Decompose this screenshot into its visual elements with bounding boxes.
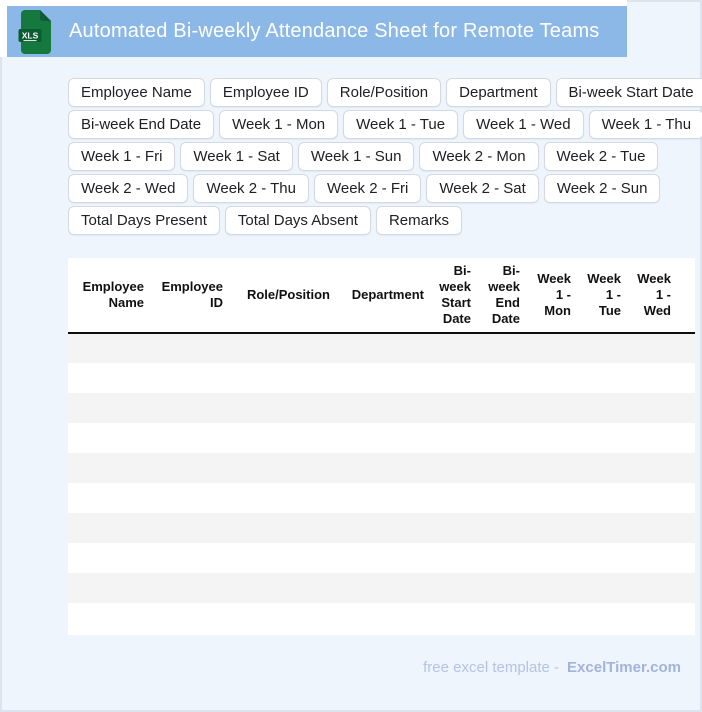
table-cell — [335, 363, 429, 393]
table-cell — [335, 393, 429, 423]
chip-row — [68, 78, 694, 107]
table-cell — [525, 453, 576, 483]
table-cell — [626, 363, 676, 393]
field-chip[interactable]: Week 2 - Mon — [419, 142, 538, 171]
table-cell — [525, 393, 576, 423]
table-cell — [576, 573, 626, 603]
table-cell — [626, 513, 676, 543]
table-column-header: Employee Name — [68, 258, 149, 333]
field-chip[interactable]: Employee Name — [68, 78, 205, 107]
table-cell — [576, 363, 626, 393]
field-chip[interactable]: Remarks — [376, 206, 462, 235]
field-chip[interactable]: Bi-week End Date — [68, 110, 214, 139]
table-cell — [335, 543, 429, 573]
table-column-header-clipped — [676, 258, 695, 333]
table-cell — [228, 453, 335, 483]
field-chip[interactable]: Week 1 - Mon — [219, 110, 338, 139]
table-cell — [576, 603, 626, 633]
table-cell — [626, 393, 676, 423]
file-badge-label: XLS — [21, 30, 39, 40]
table-cell — [676, 483, 695, 513]
footer-text: free excel template - — [423, 659, 560, 676]
table-cell — [429, 453, 476, 483]
table-cell — [525, 423, 576, 453]
table-cell — [228, 543, 335, 573]
table-cell — [228, 393, 335, 423]
table-row — [68, 543, 695, 573]
table-cell — [149, 513, 228, 543]
table-header-row — [68, 258, 695, 333]
table-cell — [149, 603, 228, 633]
table-row — [68, 363, 695, 393]
field-chip[interactable]: Department — [446, 78, 550, 107]
table-cell — [525, 483, 576, 513]
table-cell — [68, 423, 149, 453]
attendance-table — [68, 258, 695, 633]
table-cell — [68, 543, 149, 573]
table-cell — [149, 333, 228, 363]
table-cell — [525, 363, 576, 393]
table-cell — [68, 453, 149, 483]
table-column-header: Week 1 - Wed — [626, 258, 676, 333]
table-cell — [228, 333, 335, 363]
table-body — [68, 333, 695, 633]
table-cell — [149, 363, 228, 393]
table-cell — [576, 393, 626, 423]
table-cell — [429, 513, 476, 543]
table-cell — [335, 603, 429, 633]
table-cell — [68, 333, 149, 363]
table-cell — [476, 573, 525, 603]
field-chip[interactable]: Week 1 - Wed — [463, 110, 583, 139]
table-cell — [676, 543, 695, 573]
table-cell — [228, 513, 335, 543]
table-cell — [68, 573, 149, 603]
table-cell — [335, 483, 429, 513]
table-cell — [576, 333, 626, 363]
table-cell — [626, 603, 676, 633]
left-margin — [0, 0, 7, 57]
field-chip[interactable]: Week 2 - Sun — [544, 174, 661, 203]
table-cell — [676, 423, 695, 453]
table-cell — [576, 423, 626, 453]
table-cell — [576, 543, 626, 573]
table-cell — [525, 513, 576, 543]
page-title: Automated Bi-weekly Attendance Sheet for Remote Teams — [69, 20, 600, 42]
table-cell — [149, 573, 228, 603]
table-column-header: Department — [335, 258, 429, 333]
field-chip[interactable]: Total Days Absent — [225, 206, 371, 235]
field-chip[interactable]: Total Days Present — [68, 206, 220, 235]
table-row — [68, 333, 695, 363]
table-cell — [476, 483, 525, 513]
field-chip[interactable]: Week 2 - Fri — [314, 174, 421, 203]
table-cell — [676, 513, 695, 543]
table-column-header: Week 1 - Mon — [525, 258, 576, 333]
table-cell — [149, 543, 228, 573]
table-cell — [476, 363, 525, 393]
table-cell — [429, 363, 476, 393]
table-row — [68, 483, 695, 513]
table-cell — [429, 543, 476, 573]
header-bar — [7, 6, 627, 57]
table-cell — [525, 333, 576, 363]
footer-brand-link[interactable]: ExcelTimer.com — [567, 659, 681, 676]
table-cell — [626, 483, 676, 513]
table-cell — [335, 453, 429, 483]
table-column-header: Employee ID — [149, 258, 228, 333]
table-cell — [429, 333, 476, 363]
table-row — [68, 603, 695, 633]
table-cell — [149, 423, 228, 453]
table-cell — [68, 483, 149, 513]
field-chips — [68, 78, 694, 235]
table-cell — [429, 483, 476, 513]
footer — [423, 659, 681, 676]
table-cell — [476, 513, 525, 543]
table-cell — [68, 363, 149, 393]
table-cell — [676, 453, 695, 483]
field-chip[interactable]: Employee ID — [210, 78, 322, 107]
table-column-header: Bi-week Start Date — [429, 258, 476, 333]
chip-row — [68, 142, 688, 171]
field-chip[interactable]: Week 1 - Fri — [68, 142, 175, 171]
table-cell — [525, 573, 576, 603]
table-cell — [626, 573, 676, 603]
field-chip[interactable]: Week 2 - Tue — [544, 142, 659, 171]
field-chip[interactable]: Week 1 - Tue — [343, 110, 458, 139]
xls-file-icon — [18, 9, 52, 55]
table-cell — [149, 393, 228, 423]
table-cell — [676, 603, 695, 633]
table-cell — [576, 453, 626, 483]
table-cell — [149, 483, 228, 513]
table-cell — [676, 333, 695, 363]
table-cell — [429, 393, 476, 423]
table-column-header: Bi-week End Date — [476, 258, 525, 333]
table-cell — [525, 543, 576, 573]
table-cell — [335, 573, 429, 603]
table-cell — [676, 363, 695, 393]
table-cell — [476, 543, 525, 573]
table-cell — [525, 603, 576, 633]
table-cell — [149, 453, 228, 483]
field-chip[interactable]: Week 1 - Thu — [589, 110, 702, 139]
table-cell — [335, 333, 429, 363]
table-row — [68, 393, 695, 423]
table-cell — [228, 573, 335, 603]
table-cell — [68, 603, 149, 633]
chip-row — [68, 110, 692, 139]
field-chip[interactable]: Role/Position — [327, 78, 441, 107]
chip-row — [68, 206, 688, 235]
table-cell — [228, 603, 335, 633]
table-cell — [576, 513, 626, 543]
table-cell — [476, 603, 525, 633]
table-row — [68, 453, 695, 483]
table-cell — [335, 423, 429, 453]
table-column-header: Role/Position — [228, 258, 335, 333]
field-chip[interactable]: Bi-week Start Date — [556, 78, 702, 107]
table-cell — [576, 483, 626, 513]
table-cell — [335, 513, 429, 543]
table-cell — [476, 453, 525, 483]
chip-row — [68, 174, 688, 203]
table-cell — [68, 513, 149, 543]
table-cell — [476, 393, 525, 423]
field-chip[interactable]: Week 2 - Sat — [426, 174, 538, 203]
table-cell — [228, 363, 335, 393]
table-cell — [429, 423, 476, 453]
table-cell — [476, 333, 525, 363]
table-row — [68, 423, 695, 453]
table-cell — [68, 393, 149, 423]
table-cell — [626, 453, 676, 483]
table-cell — [626, 333, 676, 363]
table-cell — [676, 393, 695, 423]
field-chip[interactable]: Week 2 - Wed — [68, 174, 188, 203]
table-row — [68, 573, 695, 603]
table-cell — [476, 423, 525, 453]
attendance-table-viewport[interactable] — [68, 258, 695, 635]
table-cell — [626, 543, 676, 573]
table-cell — [228, 423, 335, 453]
table-cell — [429, 603, 476, 633]
table-cell — [429, 573, 476, 603]
field-chip[interactable]: Week 1 - Sat — [180, 142, 292, 171]
table-cell — [228, 483, 335, 513]
field-chip[interactable]: Week 1 - Sun — [298, 142, 415, 171]
table-column-header: Week 1 - Tue — [576, 258, 626, 333]
table-row — [68, 513, 695, 543]
field-chip[interactable]: Week 2 - Thu — [193, 174, 309, 203]
table-cell — [626, 423, 676, 453]
table-cell — [676, 573, 695, 603]
